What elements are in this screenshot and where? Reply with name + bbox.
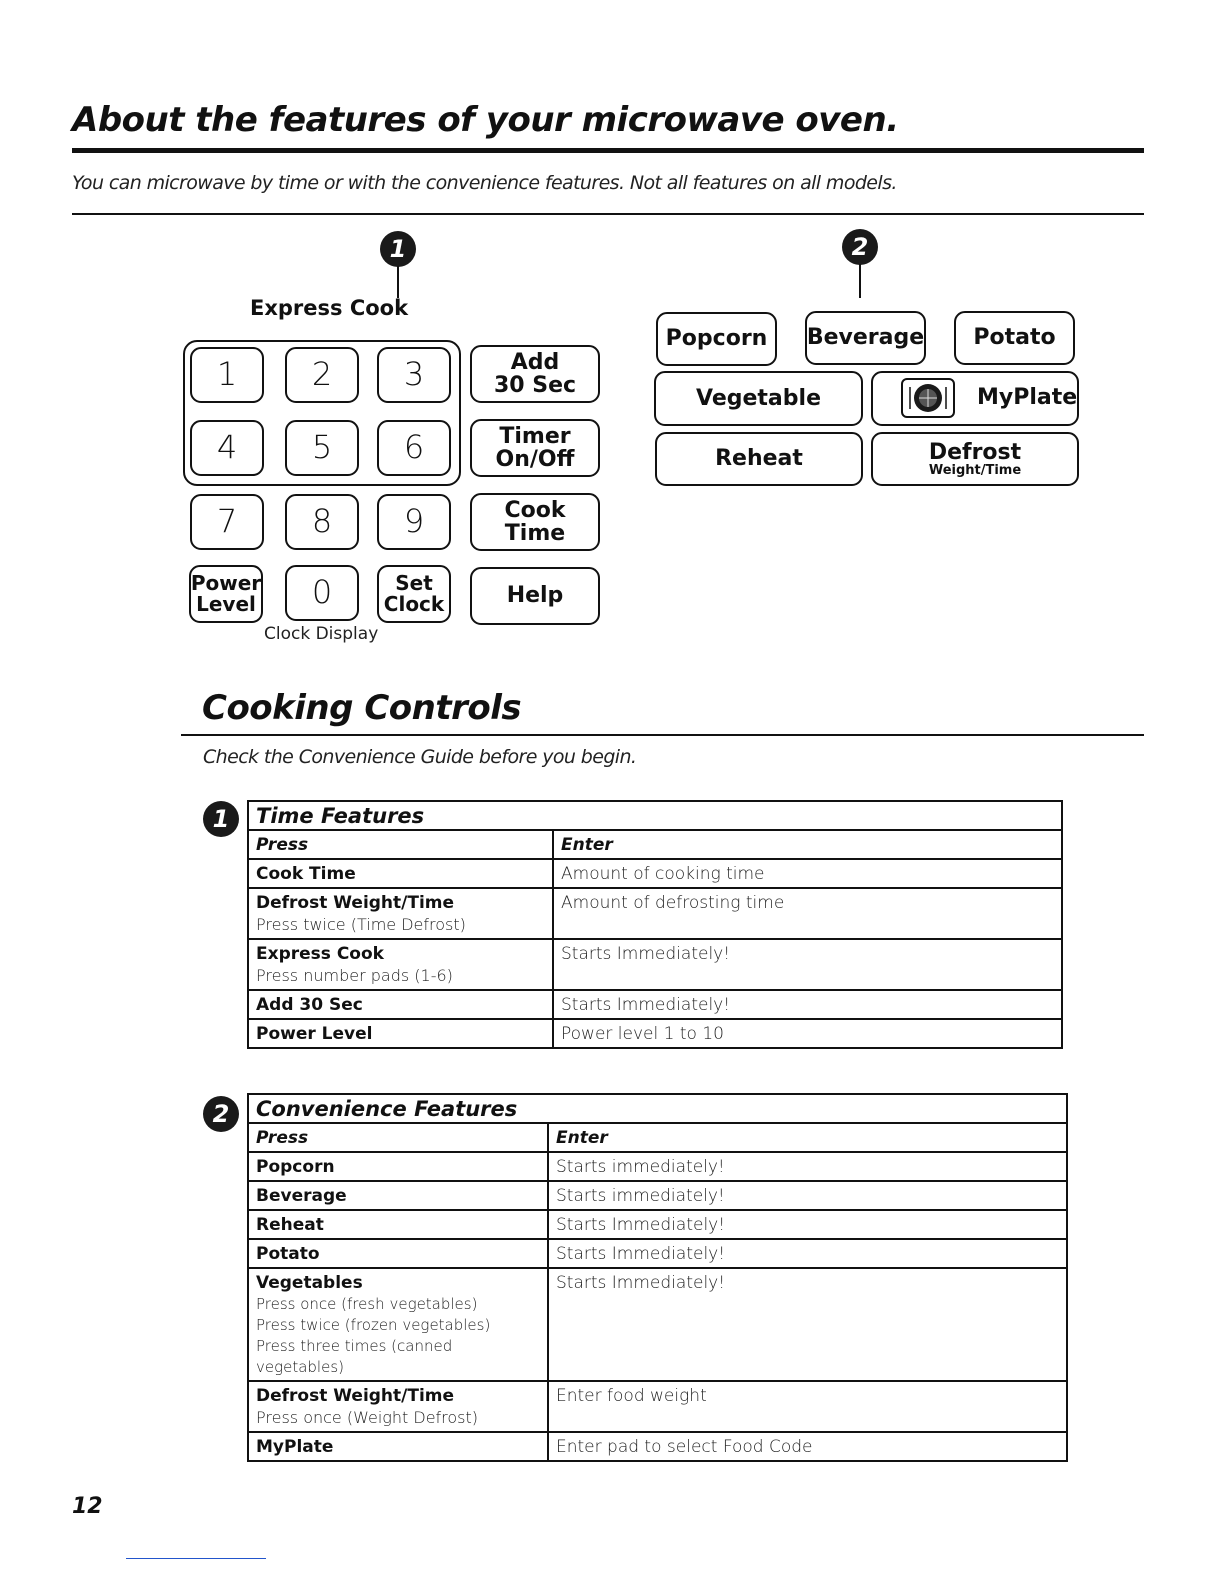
enter-cell: Starts Immediately! xyxy=(561,995,731,1015)
key-8[interactable]: 8 xyxy=(285,494,359,550)
callout-stem-2 xyxy=(859,264,861,298)
cooking-controls-rule xyxy=(181,734,1144,736)
cooking-controls-title: Cooking Controls xyxy=(202,688,522,728)
press-note: Press once (Weight Defrost) xyxy=(256,1408,479,1427)
press-column-header: Press xyxy=(248,1123,548,1152)
table-row xyxy=(248,1268,1067,1381)
press-cell: Beverage xyxy=(256,1186,347,1206)
key-4[interactable]: 4 xyxy=(190,420,264,476)
table-row xyxy=(248,1019,1062,1048)
defrost-label: Defrost xyxy=(928,439,1022,465)
defrost-pad[interactable] xyxy=(871,432,1079,486)
enter-cell: Starts immediately! xyxy=(556,1157,725,1177)
key-0[interactable]: 0 xyxy=(285,565,359,621)
timer-line2: On/Off xyxy=(495,447,575,472)
table-row xyxy=(248,1381,1067,1432)
table-marker-2: 2 xyxy=(203,1096,239,1132)
enter-cell: Amount of cooking time xyxy=(561,864,765,884)
add-30-sec-key[interactable] xyxy=(470,345,600,403)
power-level-line2: Level xyxy=(196,592,256,616)
set-clock-key[interactable] xyxy=(377,565,451,623)
key-5[interactable]: 5 xyxy=(285,420,359,476)
page-title: About the features of your microwave oven. xyxy=(72,100,899,140)
set-clock-line1: Set xyxy=(395,571,433,595)
express-cook-label: Express Cook xyxy=(250,296,409,320)
enter-cell: Starts Immediately! xyxy=(556,1215,726,1235)
table-row xyxy=(248,990,1062,1019)
table-row xyxy=(248,1432,1067,1461)
table-row xyxy=(248,888,1062,939)
potato-pad[interactable]: Potato xyxy=(954,311,1075,365)
key-1[interactable]: 1 xyxy=(190,347,264,403)
table-row xyxy=(248,939,1062,990)
press-note: Press three times (canned vegetables) xyxy=(256,1337,453,1376)
defrost-sub-label: Weight/Time xyxy=(928,462,1022,478)
cook-time-key[interactable] xyxy=(470,493,600,551)
timer-line1: Timer xyxy=(499,423,571,449)
beverage-pad[interactable]: Beverage xyxy=(805,311,926,365)
power-level-key[interactable] xyxy=(189,565,263,623)
table-header-row xyxy=(248,801,1062,830)
enter-column-header: Enter xyxy=(553,830,1062,859)
add-30-sec-line1: Add xyxy=(510,349,560,375)
cook-time-line1: Cook xyxy=(504,497,566,523)
enter-cell: Power level 1 to 10 xyxy=(561,1024,724,1044)
press-cell: Popcorn xyxy=(256,1157,335,1177)
table-row xyxy=(248,1210,1067,1239)
table-header-row xyxy=(248,1094,1067,1123)
enter-cell: Enter food weight xyxy=(556,1386,707,1406)
convenience-features-title: Convenience Features xyxy=(248,1094,1067,1123)
press-cell: Cook Time xyxy=(256,864,356,884)
plate-icon-graphic xyxy=(904,381,952,415)
popcorn-pad[interactable]: Popcorn xyxy=(656,312,777,366)
add-30-sec-line2: 30 Sec xyxy=(493,373,577,398)
press-cell: MyPlate xyxy=(256,1437,334,1457)
title-rule xyxy=(72,148,1144,153)
enter-cell: Starts Immediately! xyxy=(556,1244,726,1264)
press-cell: Potato xyxy=(256,1244,320,1264)
callout-marker-1: 1 xyxy=(380,231,416,267)
key-3[interactable]: 3 xyxy=(377,347,451,403)
key-7[interactable]: 7 xyxy=(190,494,264,550)
press-note: Press number pads (1-6) xyxy=(256,966,453,985)
press-column-header: Press xyxy=(248,830,553,859)
press-note: Press twice (Time Defrost) xyxy=(256,915,466,934)
table-row xyxy=(248,1181,1067,1210)
press-note: Press once (fresh vegetables) xyxy=(256,1295,478,1313)
subtitle-rule xyxy=(72,213,1144,215)
enter-cell: Starts Immediately! xyxy=(561,944,731,964)
press-note: Press twice (frozen vegetables) xyxy=(256,1316,491,1334)
page-number: 12 xyxy=(72,1494,103,1519)
myplate-label: MyPlate xyxy=(977,385,1078,410)
key-6[interactable]: 6 xyxy=(377,420,451,476)
press-cell: Defrost Weight/Time xyxy=(256,1386,455,1406)
press-cell: Defrost Weight/Time xyxy=(256,893,455,913)
key-9[interactable]: 9 xyxy=(377,494,451,550)
press-cell: Vegetables xyxy=(256,1273,363,1293)
column-header-row xyxy=(248,1123,1067,1152)
help-key[interactable]: Help xyxy=(470,567,600,625)
power-level-line1: Power xyxy=(190,571,262,595)
press-cell: Express Cook xyxy=(256,944,384,964)
enter-cell: Starts Immediately! xyxy=(556,1273,726,1293)
set-clock-line2: Clock xyxy=(383,592,445,616)
plate-icon xyxy=(901,378,955,418)
myplate-pad[interactable] xyxy=(871,371,1079,426)
convenience-features-table xyxy=(247,1093,1068,1462)
enter-cell: Starts immediately! xyxy=(556,1186,725,1206)
cook-time-line2: Time xyxy=(504,521,566,546)
press-cell: Reheat xyxy=(256,1215,324,1235)
key-2[interactable]: 2 xyxy=(285,347,359,403)
reheat-pad[interactable]: Reheat xyxy=(655,432,863,486)
enter-column-header: Enter xyxy=(548,1123,1067,1152)
table-row xyxy=(248,859,1062,888)
table-row xyxy=(248,1239,1067,1268)
table-marker-1: 1 xyxy=(203,801,239,837)
press-cell: Add 30 Sec xyxy=(256,995,363,1015)
time-features-table xyxy=(247,800,1063,1049)
table-row xyxy=(248,1152,1067,1181)
callout-marker-2: 2 xyxy=(842,229,878,265)
clock-display-label: Clock Display xyxy=(264,624,379,644)
callout-stem-1 xyxy=(397,266,399,298)
column-header-row xyxy=(248,830,1062,859)
page-subtitle: You can microwave by time or with the convenience features. Not all features on all models. xyxy=(72,172,897,194)
time-features-title: Time Features xyxy=(248,801,1062,830)
enter-cell: Amount of defrosting time xyxy=(561,893,785,913)
vegetable-pad[interactable]: Vegetable xyxy=(654,371,863,426)
enter-cell: Enter pad to select Food Code xyxy=(556,1437,813,1457)
press-cell: Power Level xyxy=(256,1024,373,1044)
cooking-controls-subtitle: Check the Convenience Guide before you begin. xyxy=(203,746,637,768)
footer-link-line xyxy=(126,1558,266,1559)
timer-on-off-key[interactable] xyxy=(470,419,600,477)
